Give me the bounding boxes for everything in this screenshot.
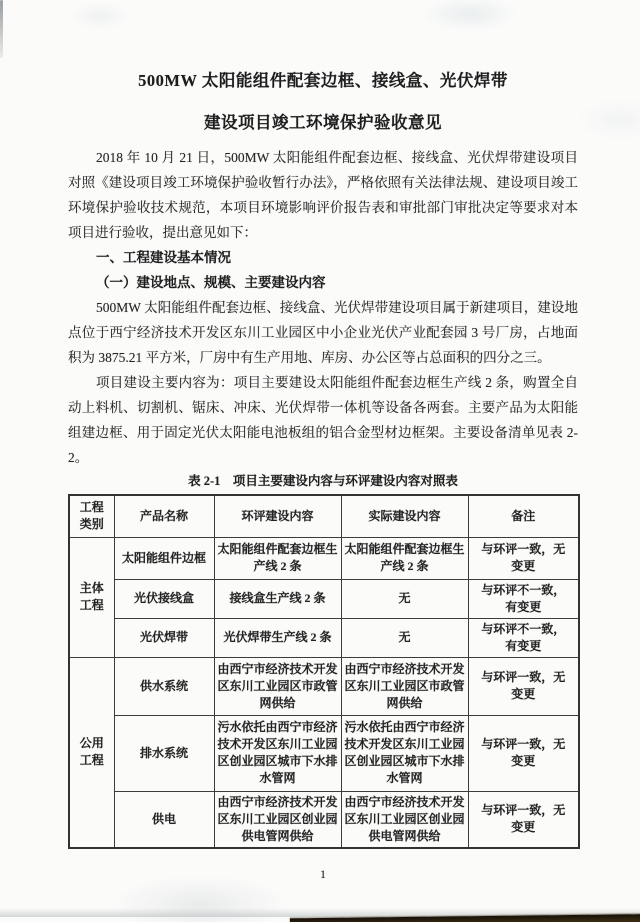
cell-product: 排水系统 xyxy=(114,715,214,791)
table-row xyxy=(69,537,579,579)
cell-eia: 污水依托由西宁市经济技术开发区东川工业园区创业园区城市下水排水管网 xyxy=(214,715,341,791)
cell-actual: 太阳能组件配套边框生产线 2 条 xyxy=(341,537,468,579)
cell-product: 光伏接线盒 xyxy=(114,579,214,618)
intro-paragraph: 2018 年 10 月 21 日，500MW 太阳能组件配套边框、接线盒、光伏焊带建设项目对照《建设项目竣工环境保护验收暂行办法》，严格依照有关法律法规、建设项目竣工环境保护验收技术规范，本项目环境影响评价报告表和审批部门审批决定等要求对本项目进行验收，提出意见如下： xyxy=(68,150,578,240)
document-title-line1: 500MW 太阳能组件配套边框、接线盒、光伏焊带 xyxy=(138,71,508,90)
cell-eia: 由西宁市经济技术开发区东川工业园区市政管网供给 xyxy=(214,657,341,715)
cell-remark: 与环评一致，无变更 xyxy=(468,657,579,715)
cell-remark: 与环评一致，无变更 xyxy=(468,791,579,848)
main-content-paragraph: 项目建设主要内容为：项目主要建设太阳能组件配套边框生产线 2 条，购置全自动上料机、切割机、锯床、冲床、光伏焊带一体机等设备各两套。主要产品为太阳能组建边框、用于固定光伏太阳能电池板组的铝合金型材边框架。主要设备清单见表 2-2。 xyxy=(68,375,578,465)
header-project-category: 工程类别 xyxy=(69,495,114,537)
scan-edge-mark xyxy=(0,0,3,58)
location-paragraph: 500MW 太阳能组件配套边框、接线盒、光伏焊带建设项目属于新建项目，建设地点位于西宁经济技术开发区东川工业园区中小企业光伏产业配套园 3 号厂房，占地面积为 3875.21 平方米，厂房中有生产用地、库房、办公区等占总面积的四分之三。 xyxy=(68,300,578,365)
table-header-row xyxy=(69,495,579,537)
document-title-line2: 建设项目竣工环境保护验收意见 xyxy=(204,113,442,132)
subsection-heading-location: （一）建设地点、规模、主要建设内容 xyxy=(96,275,326,290)
header-actual-content: 实际建设内容 xyxy=(341,495,468,537)
table-row xyxy=(69,715,579,791)
section-heading-construction: 一、工程建设基本情况 xyxy=(96,250,231,265)
header-remark: 备注 xyxy=(468,495,579,537)
header-eia-content: 环评建设内容 xyxy=(214,495,341,537)
cell-remark: 与环评一致，无变更 xyxy=(468,715,579,791)
page-number: 1 xyxy=(320,866,326,881)
table-row xyxy=(69,579,579,618)
cell-product: 供水系统 xyxy=(114,657,214,715)
cell-actual: 无 xyxy=(341,579,468,618)
cell-eia: 太阳能组件配套边框生产线 2 条 xyxy=(214,537,341,579)
cell-eia: 由西宁市经济技术开发区东川工业园区创业园供电管网供给 xyxy=(214,791,341,848)
cell-product: 太阳能组件边框 xyxy=(114,537,214,579)
cell-product: 光伏焊带 xyxy=(114,618,214,657)
category-utility-project: 公用工程 xyxy=(69,657,114,848)
table-row xyxy=(69,791,579,848)
table-caption: 表 2-1 项目主要建设内容与环评建设内容对照表 xyxy=(188,474,458,488)
cell-remark: 与环评不一致，有变更 xyxy=(468,579,579,618)
table-row xyxy=(69,657,579,715)
cell-product: 供电 xyxy=(114,791,214,848)
header-product-name: 产品名称 xyxy=(114,495,214,537)
cell-remark: 与环评不一致，有变更 xyxy=(468,618,579,657)
cell-remark: 与环评一致，无变更 xyxy=(468,537,579,579)
cell-actual: 由西宁市经济技术开发区东川工业园区创业园供电管网供给 xyxy=(341,791,468,848)
document-content xyxy=(68,0,578,882)
cell-actual: 由西宁市经济技术开发区东川工业园区市政管网供给 xyxy=(341,657,468,715)
cell-eia: 接线盒生产线 2 条 xyxy=(214,579,341,618)
comparison-table xyxy=(68,494,580,849)
cell-actual: 污水依托由西宁市经济技术开发区东川工业园区创业园区城市下水排水管网 xyxy=(341,715,468,791)
category-main-project: 主体工程 xyxy=(69,537,114,657)
cell-eia: 光伏焊带生产线 2 条 xyxy=(214,618,341,657)
cell-actual: 无 xyxy=(341,618,468,657)
table-row xyxy=(69,618,579,657)
